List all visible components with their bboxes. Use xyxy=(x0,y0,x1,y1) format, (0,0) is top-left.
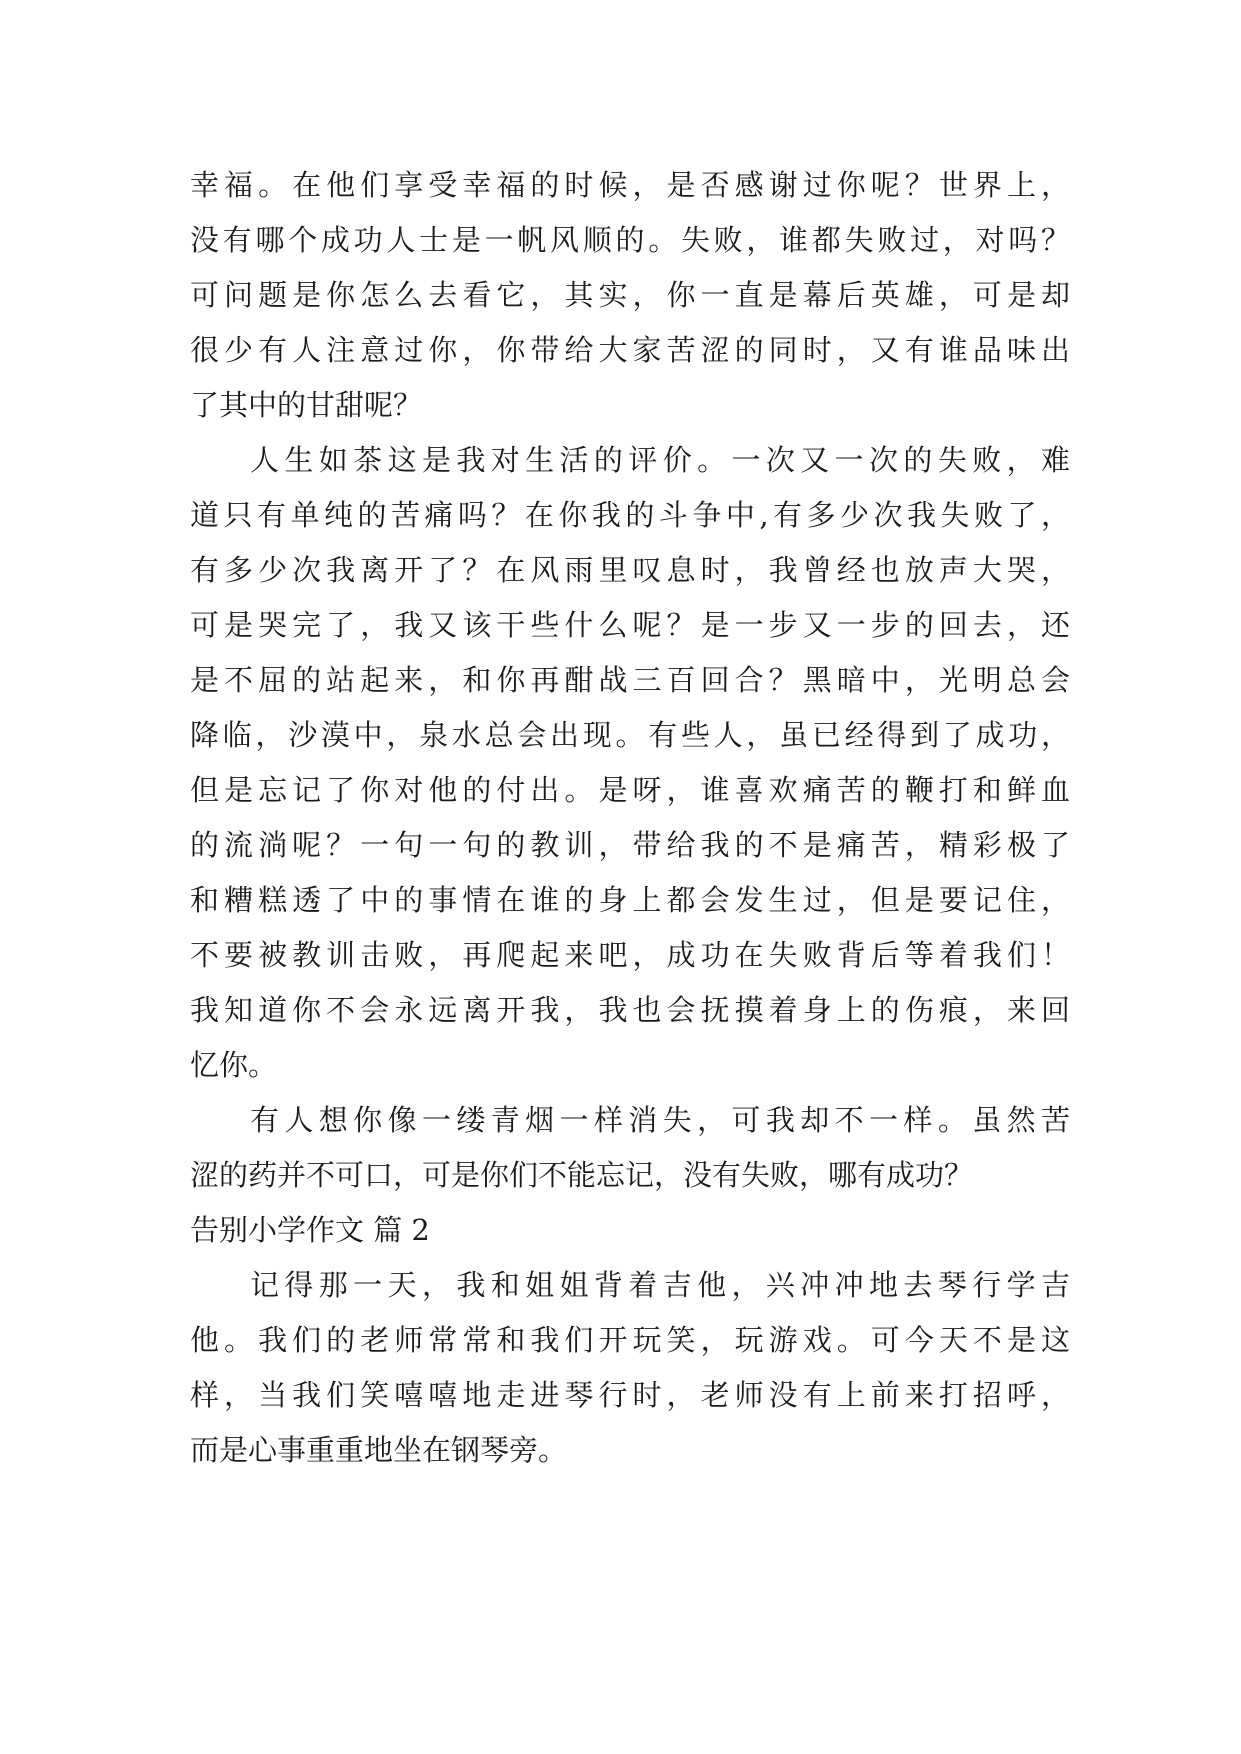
paragraph xyxy=(190,433,1070,1093)
text-line: 是不屈的站起来，和你再酣战三百回合？黑暗中，光明总会 xyxy=(190,663,1070,697)
text-line: 我知道你不会永远离开我，我也会抚摸着身上的伤痕，来回 xyxy=(190,993,1070,1027)
text-line: 降临，沙漠中，泉水总会出现。有些人，虽已经得到了成功， xyxy=(190,718,1070,752)
text-line: 可问题是你怎么去看它，其实，你一直是幕后英雄，可是却 xyxy=(190,278,1070,312)
text-line: 和糟糕透了中的事情在谁的身上都会发生过，但是要记住， xyxy=(190,883,1070,917)
paragraph xyxy=(190,1258,1070,1478)
text-line: 道只有单纯的苦痛吗？在你我的斗争中,有多少次我失败了， xyxy=(190,498,1070,532)
text-line: 样，当我们笑嘻嘻地走进琴行时，老师没有上前来打招呼， xyxy=(190,1378,1070,1412)
text-line: 幸福。在他们享受幸福的时候，是否感谢过你呢？世界上， xyxy=(190,168,1070,202)
paragraph xyxy=(190,1093,1070,1203)
text-line: 而是心事重重地坐在钢琴旁。 xyxy=(190,1433,568,1467)
paragraph xyxy=(190,158,1070,433)
document-body xyxy=(190,158,1070,1478)
text-line: 忆你。 xyxy=(190,1048,278,1082)
text-line: 可是哭完了，我又该干些什么呢？是一步又一步的回去，还 xyxy=(190,608,1070,642)
text-line: 没有哪个成功人士是一帆风顺的。失败，谁都失败过，对吗？ xyxy=(190,223,1070,257)
text-line: 涩的药并不可口，可是你们不能忘记，没有失败，哪有成功？ xyxy=(190,1158,974,1192)
text-line: 不要被教训击败，再爬起来吧，成功在失败背后等着我们！ xyxy=(190,938,1070,972)
heading-line: 告别小学作文 篇 2 xyxy=(190,1213,430,1247)
text-line: 但是忘记了你对他的付出。是呀，谁喜欢痛苦的鞭打和鲜血 xyxy=(190,773,1070,807)
text-line: 有人想你像一缕青烟一样消失，可我却不一样。虽然苦 xyxy=(250,1103,1070,1137)
text-line: 记得那一天，我和姐姐背着吉他，兴冲冲地去琴行学吉 xyxy=(250,1268,1070,1302)
text-line: 很少有人注意过你，你带给大家苦涩的同时，又有谁品味出 xyxy=(190,333,1070,367)
text-line: 的流淌呢？一句一句的教训，带给我的不是痛苦，精彩极了 xyxy=(190,828,1070,862)
text-line: 有多少次我离开了？在风雨里叹息时，我曾经也放声大哭， xyxy=(190,553,1070,587)
text-line: 了其中的甘甜呢？ xyxy=(190,388,423,422)
text-line: 人生如茶这是我对生活的评价。一次又一次的失败，难 xyxy=(250,443,1070,477)
text-line: 他。我们的老师常常和我们开玩笑，玩游戏。可今天不是这 xyxy=(190,1323,1070,1357)
section-heading xyxy=(190,1203,1070,1258)
